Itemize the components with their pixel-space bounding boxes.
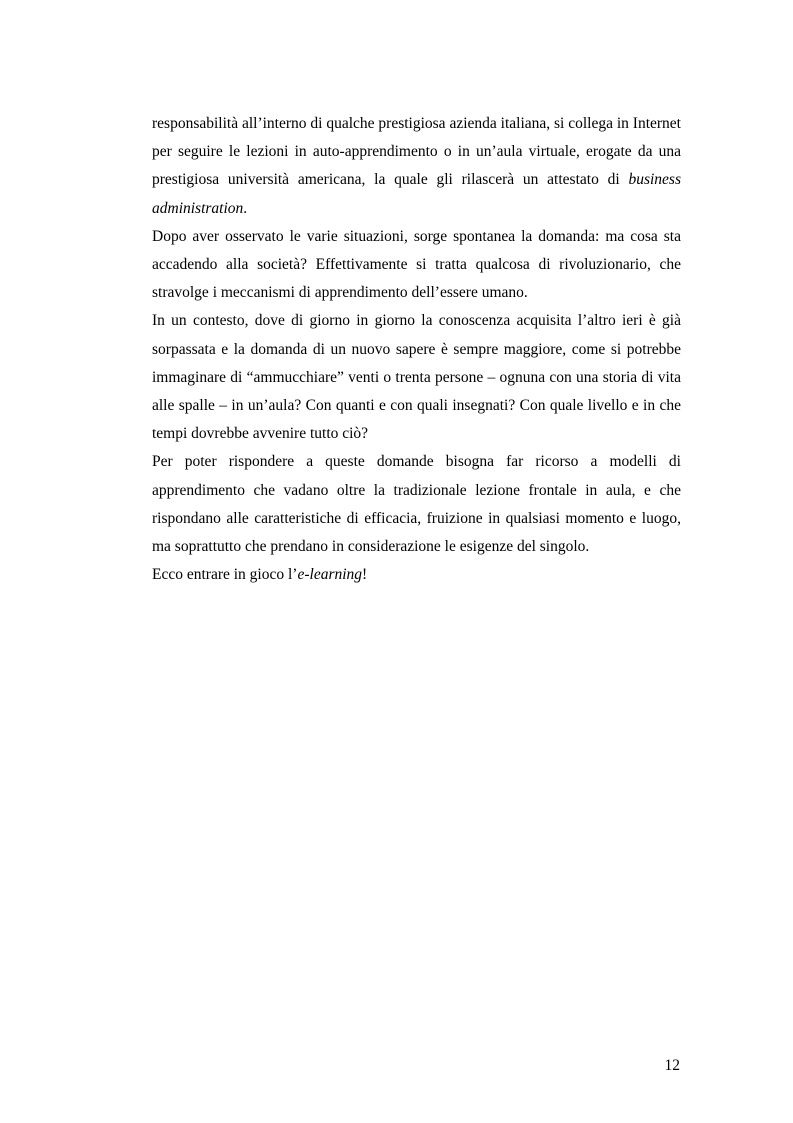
page-number: 12	[664, 1057, 680, 1074]
text-run: Dopo aver osservato le varie situazioni, sorge spontanea la domanda: ma cosa sta accadendo alla società? Effettivamente si tratta qualcosa di rivoluzionario, che stravolge i meccanismi di apprendimento dell’essere umano.	[152, 227, 681, 302]
italic-text-run: e-learning	[297, 566, 363, 584]
paragraph-3	[152, 307, 681, 448]
text-run: Per poter rispondere a queste domande bisogna far ricorso a modelli di apprendimento che vadano oltre la tradizionale lezione frontale in aula, e che rispondano alle caratteristiche di efficacia, fruizione in qualsiasi momento e luogo, ma soprattutto che prendano in considerazione le esigenze del singolo.	[152, 453, 681, 556]
text-run: In un contesto, dove di giorno in giorno la conoscenza acquisita l’altro ieri è già sorpassata e la domanda di un nuovo sapere è sempre maggiore, come si potrebbe immaginare di “ammucchiare” venti o trenta persone – ognuna con una storia di vita alle spalle – in un’aula? Con quanti e con quali insegnati? Con quale livello e in che tempi dovrebbe avvenire tutto ciò?	[152, 312, 681, 443]
paragraph-2	[152, 223, 681, 308]
paragraph-5	[152, 561, 681, 589]
italic-text-run: business administration	[152, 171, 681, 217]
text-run: responsabilità all’interno di qualche prestigiosa azienda italiana, si collega in Internet per seguire le lezioni in auto-apprendimento o in un’aula virtuale, erogate da una prestigiosa università americana, la quale gli rilascerà un attestato di	[152, 115, 681, 189]
paragraph-4	[152, 448, 681, 561]
paragraph-1	[152, 110, 681, 223]
text-run: .	[243, 199, 248, 217]
text-run: Ecco entrare in gioco l’	[152, 566, 298, 584]
text-run: !	[362, 566, 368, 584]
document-body	[152, 110, 681, 589]
